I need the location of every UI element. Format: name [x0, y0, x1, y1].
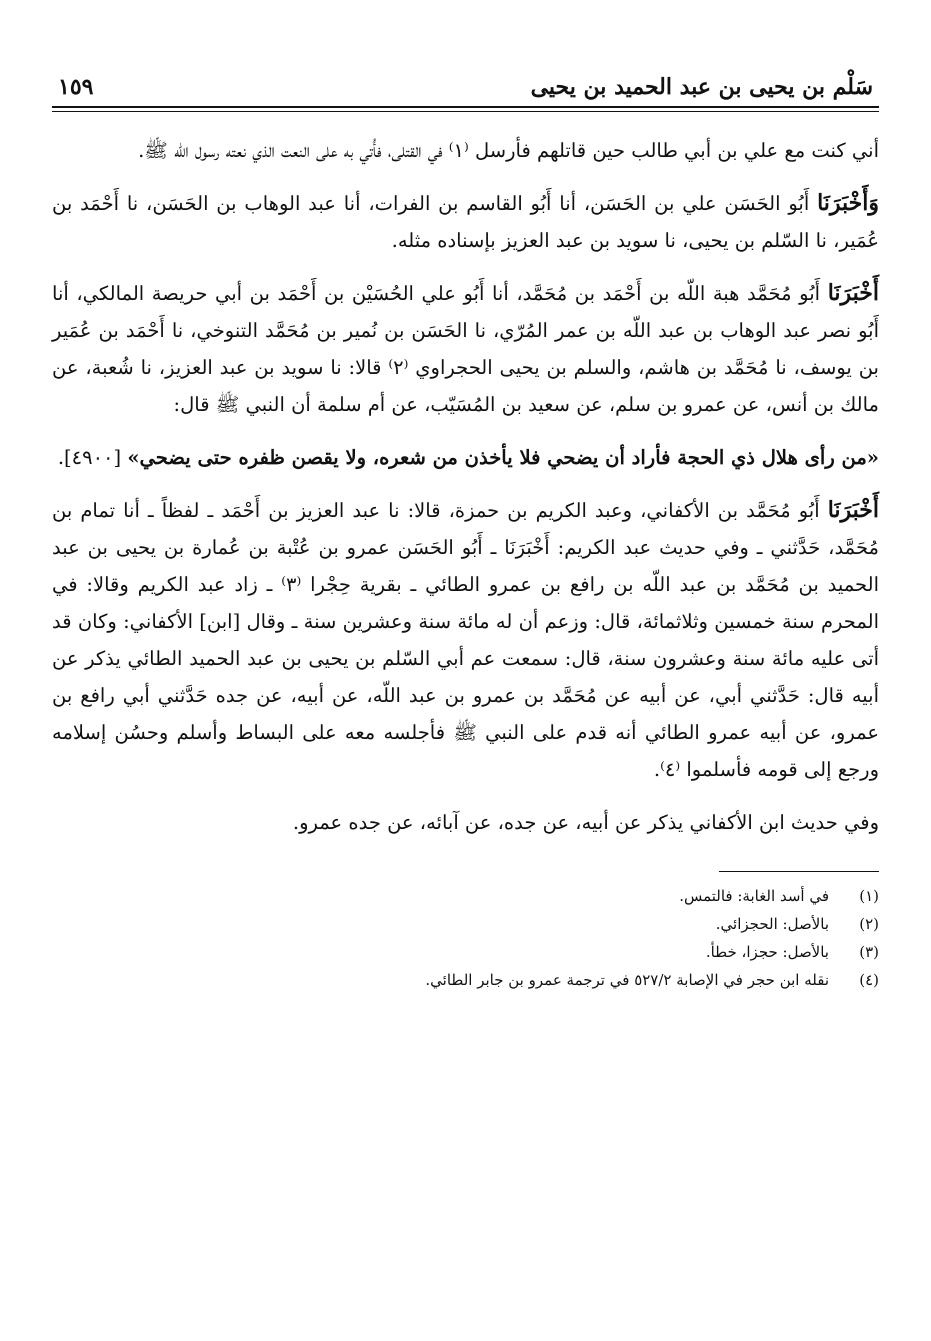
paragraph-text: أَبُو الحَسَن علي بن الحَسَن، أنا أَبُو القاسم بن الفرات، أنا عبد الوهاب بن الحَسَن، نا أَحْمَد بن عُمَير، نا السّلم بن يحيى، نا سويد بن عبد العزيز بإسناده مثله.: [52, 192, 879, 252]
footnote-rule: [719, 871, 879, 872]
footnote: [52, 966, 879, 994]
hadith-text: «من رأى هلال ذي الحجة فأراد أن يضحي فلا يأخذن من شعره، ولا يقصن ظفره حتى يضحي»: [127, 446, 879, 469]
footnote: [52, 882, 879, 910]
page-number: ١٥٩: [58, 74, 94, 100]
paragraph-text: وفي حديث ابن الأكفاني يذكر عن أبيه، عن جده، عن آبائه، عن جده عمرو.: [292, 811, 879, 834]
isnad-lead: وَأَخْبَرَنَا: [817, 190, 880, 216]
footnote-number: (٣): [859, 943, 879, 961]
paragraph-text: أَبُو مُحَمَّد هبة اللّه بن أَحْمَد بن مُحَمَّد، أنا أَبُو علي الحُسَيْن بن أَحْمَد بن أبي حريصة المالكي، أنا أَبُو نصر عبد الوهاب بن عبد اللّه بن عمر المُرّي، نا الحَسَن بن نُمير بن مُحَمَّد التنوخي، نا أَحْمَد بن عُمَير بن يوسف، نا مُحَمَّد بن هاشم، والسلم بن يحيى الحجراوي ⁽٢⁾ قالا: نا سويد بن عبد العزيز، نا شُعبة، عن مالك بن أنس، عن عمرو بن سلم، عن سعيد بن المُسَيّب، عن أم سلمة أن النبي ﷺ قال:: [52, 282, 879, 416]
footnotes: [52, 882, 879, 994]
header-title: سَلْم بن يحيى بن عبد الحميد بن يحيى: [530, 74, 873, 100]
footnote-text: نقله ابن حجر في الإصابة ٥٢٧/٢ في ترجمة عمرو بن جابر الطائي.: [425, 971, 829, 989]
header-rule-thin: [52, 111, 879, 112]
isnad-lead: أَخْبَرَنَا: [827, 497, 880, 523]
isnad-lead: أَخْبَرَنَا: [827, 280, 880, 306]
paragraph: [52, 804, 879, 841]
footnote-number: (١): [859, 887, 879, 905]
paragraph-text: أَبُو مُحَمَّد بن الأكفاني، وعبد الكريم بن حمزة، قالا: نا عبد العزيز بن أَحْمَد ـ لفظاً ـ أنا تمام بن مُحَمَّد، حَدَّثني ـ وفي حديث عبد الكريم: أَخْبَرَنَا ـ أَبُو الحَسَن عمرو بن عُتْبة بن عُمارة بن يحيى بن عبد الحميد بن مُحَمَّد بن عبد اللّه بن رافع بن عمرو الطائي ـ بقرية حِجْرا ⁽٣⁾ ـ زاد عبد الكريم وقالا: في المحرم سنة خمسين وثلاثمائة، قال: وزعم أن له مائة سنة وعشرين سنة ـ وقال [ابن] الأكفاني: وكان قد أتى عليه مائة سنة وعشرون سنة، قال: سمعت عم أبي السّلم بن يحيى بن عبد الحميد الطائي يذكر عن أبيه قال: حَدَّثني أبي، عن أبيه عن مُحَمَّد بن عمرو بن عبد اللّه، عن أبيه، عن جده حَدَّثني أبي رافع بن عمرو، عن أبيه عمرو الطائي أنه قدم على النبي ﷺ فأجلسه معه على البساط وأسلم وحسُن إسلامه ورجع إلى قومه فأسلموا ⁽٤⁾.: [52, 499, 879, 781]
footnote-number: (٤): [859, 971, 879, 989]
paragraph: [52, 185, 879, 259]
paragraph: [52, 132, 879, 169]
footnote-text: بالأصل: حجزا، خطأ.: [705, 943, 829, 961]
paragraph: [52, 275, 879, 423]
header-rule: [52, 106, 879, 108]
hadith-paragraph: [52, 439, 879, 476]
hadith-number: [٤٩٠٠].: [57, 446, 122, 469]
footnote: [52, 938, 879, 966]
running-header: [52, 60, 879, 106]
paragraph: [52, 492, 879, 788]
footnote: [52, 910, 879, 938]
footnote-text: بالأصل: الحجزائي.: [715, 915, 829, 933]
footnote-number: (٢): [859, 915, 879, 933]
footnote-text: في أسد الغابة: فالتمس.: [679, 887, 829, 905]
paragraph-text: أني كنت مع علي بن أبي طالب حين قاتلهم فأرسل ⁽١⁾ في القتلى، فأُتي به على النعت الذي نعته رسول الله ﷺ.: [138, 139, 879, 162]
main-text: [52, 132, 879, 841]
